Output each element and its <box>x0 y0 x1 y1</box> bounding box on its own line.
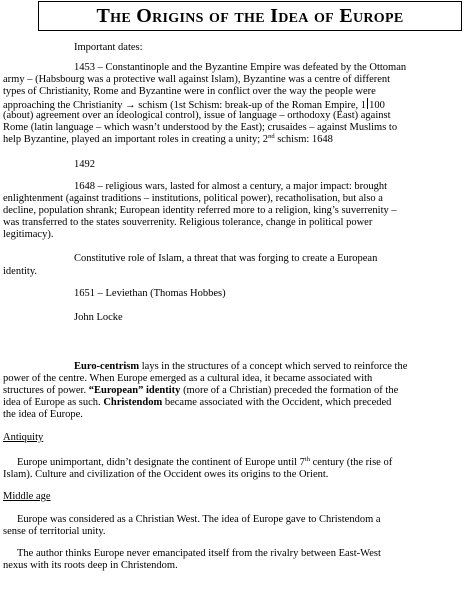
p1453-line-1: 1453 – Constantinople and the Byzantine Empire was defeated by the Ottoman <box>74 62 407 73</box>
eurocentrism-line-5: the idea of Europe. <box>3 409 83 420</box>
p1453-line-5: (about) agreement over an ideological control), issue of language – orthodoxy (East) against <box>3 110 391 121</box>
middle-age-line-3: The author thinks Europe never emancipated itself from the rivalry between East-West <box>17 548 381 559</box>
p1648-line-3: decline, population shrank; European identity referred more to a religion, king’s suverrenity – <box>3 205 397 216</box>
antiquity-line-2: Islam). Culture and civilization of the Occident owes its origins to the Orient. <box>3 469 329 480</box>
antiquity-line-1: Europe unimportant, didn’t designate the continent of Europe until 7th century (the rise of <box>17 456 393 468</box>
important-dates-heading: Important dates: <box>74 42 143 53</box>
eurocentrism-line-1: Euro-centrism lays in the structures of a concept which served to reinforce the <box>74 361 408 372</box>
middle-age-line-4: nexus with its roots deep in Christendom. <box>3 560 178 571</box>
eurocentrism-line-4: idea of Europe as such. Christendom became associated with the Occident, which preceded <box>3 397 392 408</box>
middle-age-line-2: sense of territorial unity. <box>3 526 106 537</box>
middle-age-line-1: Europe was considered as a Christian West. The idea of Europe gave to Christendom a <box>17 514 381 525</box>
p1648-line-1: 1648 – religious wars, lasted for almost a century, a major impact: brought <box>74 181 388 192</box>
eurocentrism-line-3: structures of power. “European” identity (more of a Christian) preceded the formation of the <box>3 385 399 396</box>
p1453-line-4: approaching the Christianity → schism (1st Schism: break-up of the Roman Empire, 1 100 <box>3 100 385 111</box>
eurocentrism-line-2: power of the centre. When Europe emerged as a cultural idea, it became associated with <box>3 373 373 384</box>
date-1492: 1492 <box>74 159 95 170</box>
islam-line-2: identity. <box>3 266 38 277</box>
islam-line-1: Constitutive role of Islam, a threat that was forging to create a European <box>74 253 378 264</box>
p1648-line-4: was transferred to the states souverrenity. Religious tolerance, change in political power <box>3 217 373 228</box>
p1453-line-7: help Byzantine, played an important roles in creating a unity; 2nd schism: 1648 <box>3 133 333 145</box>
p1648-line-5: legitimacy). <box>3 229 54 240</box>
document-title: The Origins of the Idea of Europe <box>96 5 404 27</box>
antiquity-heading: Antiquity <box>3 432 44 443</box>
john-locke: John Locke <box>74 312 123 323</box>
date-1651: 1651 – Leviethan (Thomas Hobbes) <box>74 288 226 299</box>
p1453-line-6: Rome (latin language – which wasn’t understood by the East); crusaides – against Muslims to <box>3 122 398 133</box>
p1453-line-3: types of Christianity, Rome and Byzantine were in conflict over the way the people were <box>3 86 376 97</box>
p1648-line-2: enlightenment (against traditions – institutions, political power), recatholisation, but also a <box>3 193 383 204</box>
middle-age-heading: Middle age <box>3 491 51 502</box>
p1453-line-2: army – (Habsbourg was a protective wall against Islam), Byzantine was a centre of different <box>3 74 391 85</box>
text-cursor <box>367 98 368 109</box>
title-box <box>38 1 462 31</box>
